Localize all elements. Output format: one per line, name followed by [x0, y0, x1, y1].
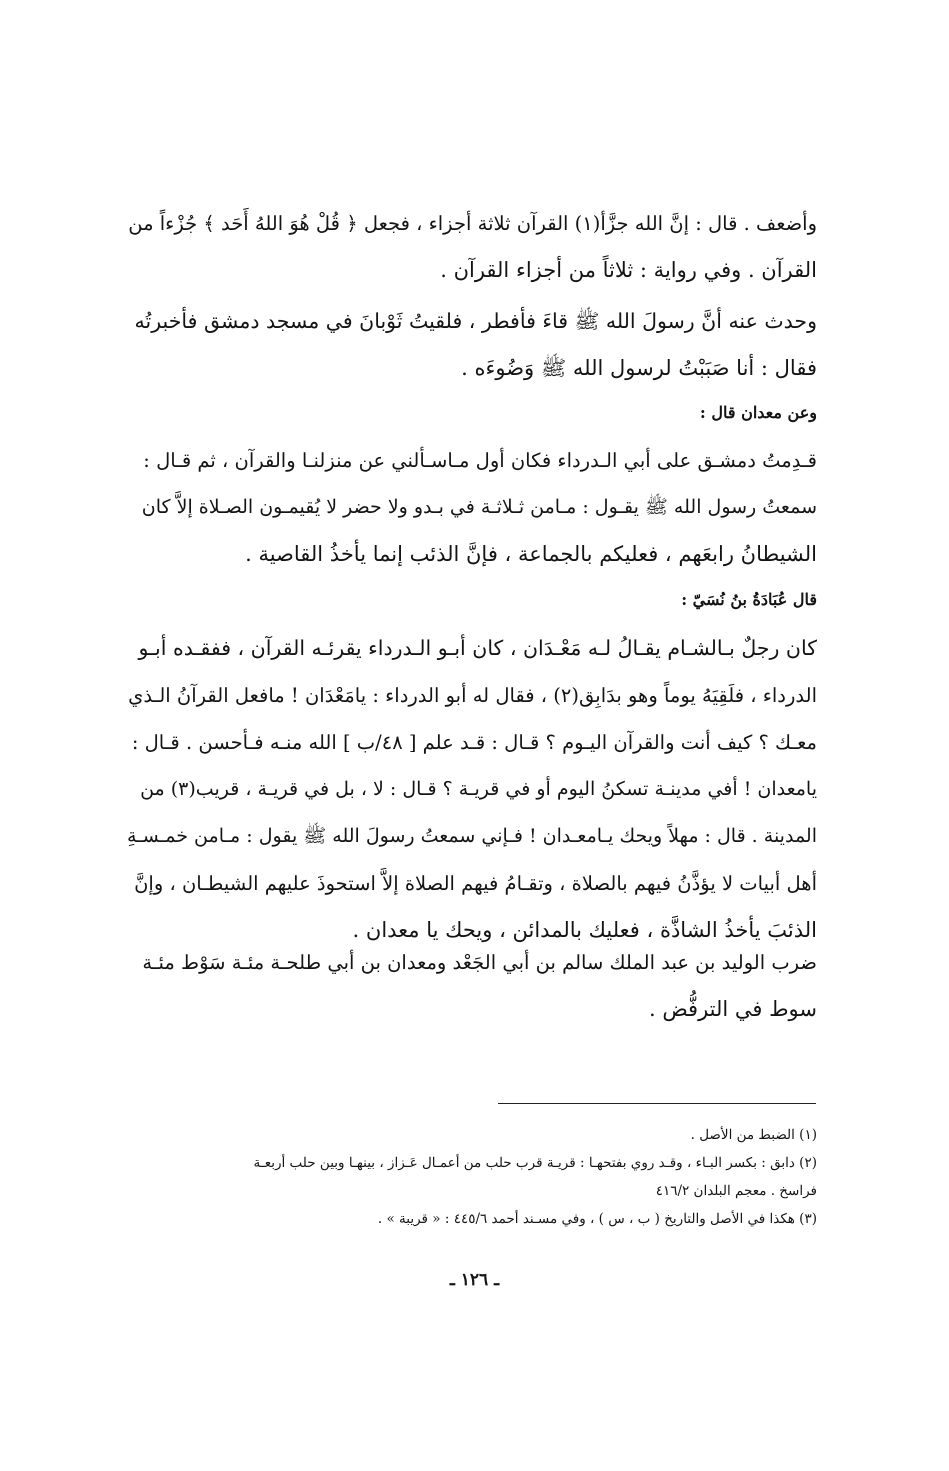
text-line: يامعدان ! أفي مدينـة تسكنُ اليوم أو في قريـة ؟ قـال : لا ، بل في قريـة ، قريب(٣) من [140, 778, 817, 800]
footnote-3: (٣) هكذا في الأصل والتاريخ ( ب ، س ) ، وفي مسـند أحمد ٤٤٥/٦ : « قريبة » . [377, 1211, 817, 1227]
paragraph-5 [127, 939, 817, 1033]
footnote-2: (٢) دابق : بكسر البـاء ، وقـد روي بفتحهـا : قريـة قرب حلب من أعمـال عَـزاز ، بينهـا وبين حلب أربعـة [253, 1155, 817, 1171]
text-line: معـك ؟ كيف أنت والقرآن اليـوم ؟ قـال : قـد علم [ ٤٨/ب ] الله منـه فـأحسن . قـال : [131, 731, 817, 754]
footnotes [127, 1125, 817, 1229]
footnote-1: (١) الضبط من الأصل . [690, 1127, 817, 1143]
text-line: الشيطانُ رابعَهم ، فعليكم بالجماعة ، فإنَّ الذئب إنما يأخذُ القاصية . [245, 542, 817, 566]
text-line: الدرداء ، فلَقِيَهُ يوماً وهو بدَابِق(٢) ، فقال له أبو الدرداء : يامَعْدَان ! مافعل القرآنُ الـذي [128, 684, 817, 707]
text-line: الذئبَ يأخذُ الشاذَّة ، فعليك بالمدائن ، ويحك يا معدان . [352, 918, 817, 942]
text-line: القرآن . وفي رواية : ثلاثاً من أجزاء القرآن . [440, 258, 817, 282]
text-line: كان رجلٌ بـالشـام يقـالُ لـه مَعْـدَان ، كان أبـو الـدرداء يقرئـه القرآن ، ففقـده أبـو [138, 636, 817, 660]
text-line: سوط في الترفُّض . [648, 997, 817, 1021]
page-number: ـ ١٢٦ ـ [449, 1270, 500, 1290]
paragraph-3 [127, 437, 817, 578]
paragraph-1 [127, 200, 817, 294]
text-line: أهل أبيات لا يؤذَّنُ فيهم بالصلاة ، وتقـامُ فيهم الصلاة إلاَّ استحوذَ عليهم الشيطـان ، وإنَّ [134, 872, 817, 895]
text-line: فقال : أنا صَبَبْتُ لرسول الله ﷺ وَضُوءَه . [461, 356, 817, 380]
section-heading-ubada: قال عُبَادَةُ بنُ نُسَيّ : [681, 590, 817, 609]
text-line: ضرب الوليد بن عبد الملك سالم بن أبي الجَعْد ومعدان بن أبي طلحـة مئـة سَوْط مئـة [142, 951, 817, 974]
text-line: وأضعف . قال : إنَّ الله جزَّأ(١) القرآن ثلاثة أجزاء ، فجعل ﴿ قُلْ هُوَ اللهُ أَحَد ﴾ جُزْءاً من [128, 212, 817, 235]
text-line: سمعتُ رسول الله ﷺ يقـول : مـامن ثـلاثـة في بـدو ولا حضر لا يُقيمـون الصـلاة إلاَّ كان [141, 496, 817, 518]
footnote-separator [498, 1103, 816, 1104]
section-heading-maadan: وعن معدان قال : [699, 403, 817, 422]
text-line: وحدث عنه أنَّ رسولَ الله ﷺ قاءَ فأفطر ، فلقيتُ ثَوْبانَ في مسجد دمشق فأخبرتُه [134, 309, 817, 333]
paragraph-4 [127, 625, 817, 954]
text-line: المدينة . قال : مهلاً ويحك يـامعـدان ! فـإني سمعتُ رسولَ الله ﷺ يقول : مـامن خمـسـةِ [127, 825, 817, 847]
paragraph-2 [127, 298, 817, 392]
footnote-2-continued: فراسخ . معجم البلدان ٤١٦/٢ [655, 1183, 817, 1199]
text-line: قـدِمتُ دمشـق على أبي الـدرداء فكان أول مـاسـألني عن منزلنـا والقرآن ، ثم قـال : [143, 449, 817, 472]
